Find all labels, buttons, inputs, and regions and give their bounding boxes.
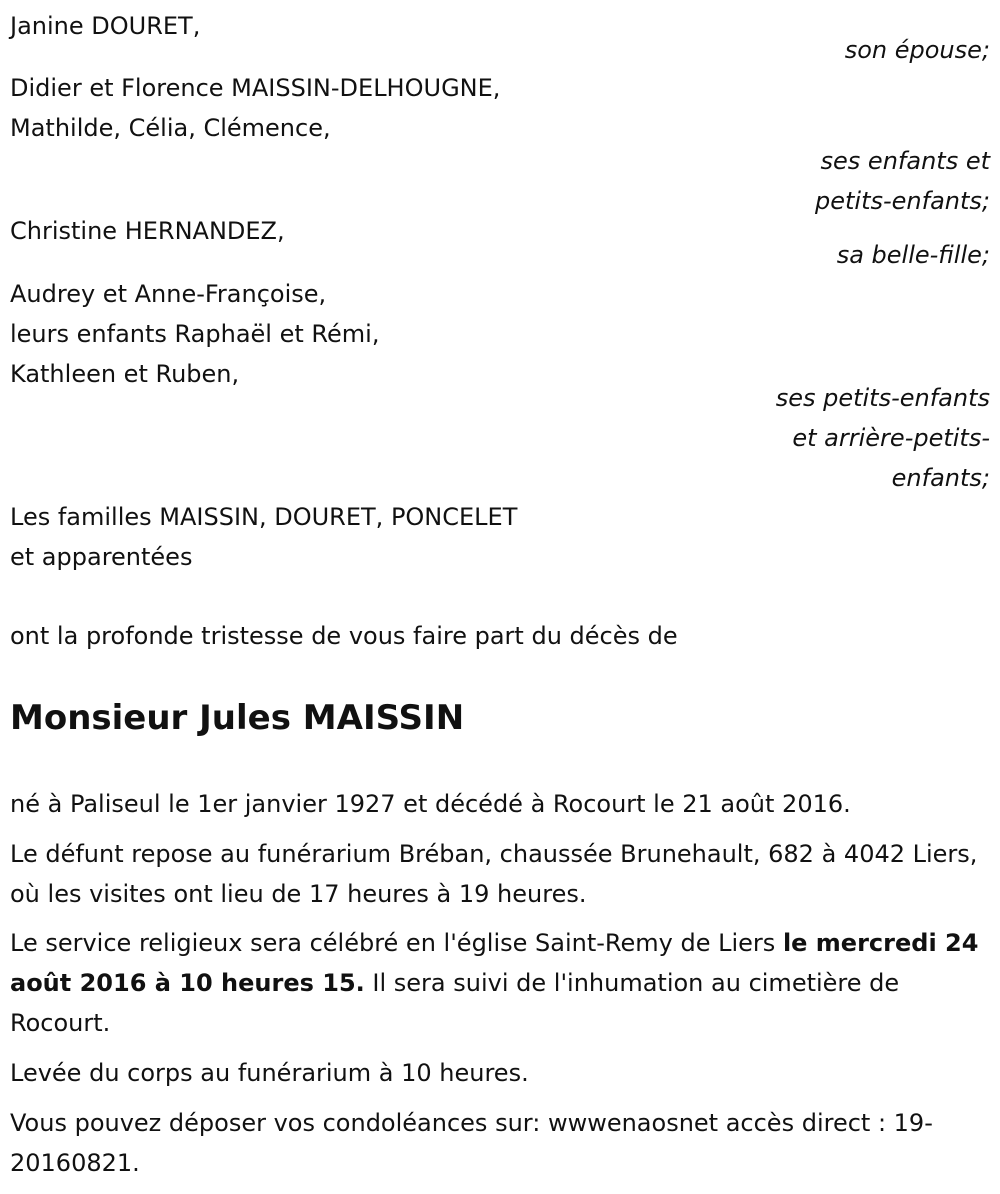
announcement-text: ont la profonde tristesse de vous faire part du décès de: [10, 622, 678, 650]
family-group-grandchildren: [10, 274, 990, 498]
relation-label: [10, 378, 990, 498]
relation-line: ses enfants et: [820, 147, 990, 175]
relation-line: petits-enfants;: [815, 187, 990, 215]
birth-death-text: né à Paliseul le 1er janvier 1927 et décédé à Rocourt le 21 août 2016.: [10, 790, 851, 818]
service-date: le mercredi 24 août 2016 à 10 heures 15.: [10, 929, 979, 997]
service-outro: Il sera suivi de l'inhumation au cimetière de Rocourt.: [10, 969, 900, 1037]
family-name-line: Kathleen et Ruben,: [10, 360, 240, 388]
family-names: [10, 497, 990, 577]
family-group-spouse: [10, 6, 990, 70]
family-names: [10, 68, 990, 148]
relation-line: son épouse;: [844, 36, 990, 64]
relation-line: sa belle-fille;: [836, 241, 990, 269]
service-text: [10, 923, 992, 1043]
family-name-line: leurs enfants Raphaël et Rémi,: [10, 320, 380, 348]
relation-label: [10, 141, 990, 221]
family-name-line: Janine DOURET,: [10, 12, 201, 40]
family-name-line: et apparentées: [10, 543, 193, 571]
condolences-text: Vous pouvez déposer vos condoléances sur: wwwenaosnet accès direct : 19-20160821.: [10, 1109, 933, 1177]
deceased-name: Monsieur Jules MAISSIN: [10, 698, 465, 738]
family-name-line: Les familles MAISSIN, DOURET, PONCELET: [10, 503, 518, 531]
family-group-relatives: [10, 497, 990, 577]
relation-line: ses petits-enfants: [775, 384, 990, 412]
family-name-line: Didier et Florence MAISSIN-DELHOUGNE,: [10, 74, 501, 102]
family-group-children: [10, 68, 990, 221]
family-group-daughter-in-law: [10, 211, 990, 275]
levee-text: Levée du corps au funérarium à 10 heures.: [10, 1059, 529, 1087]
family-name-line: Christine HERNANDEZ,: [10, 217, 285, 245]
family-name-line: Mathilde, Célia, Clémence,: [10, 114, 331, 142]
repose-text: Le défunt repose au funérarium Bréban, chaussée Brunehault, 682 à 4042 Liers, où les visites ont lieu de 17 heures à 19 heures.: [10, 840, 978, 908]
relation-line: et arrière-petits-: [792, 424, 990, 452]
service-intro: Le service religieux sera célébré en l'église Saint-Remy de Liers: [10, 929, 783, 957]
family-name-line: Audrey et Anne-Françoise,: [10, 280, 327, 308]
family-names: [10, 274, 990, 394]
relation-line: enfants;: [891, 464, 990, 492]
